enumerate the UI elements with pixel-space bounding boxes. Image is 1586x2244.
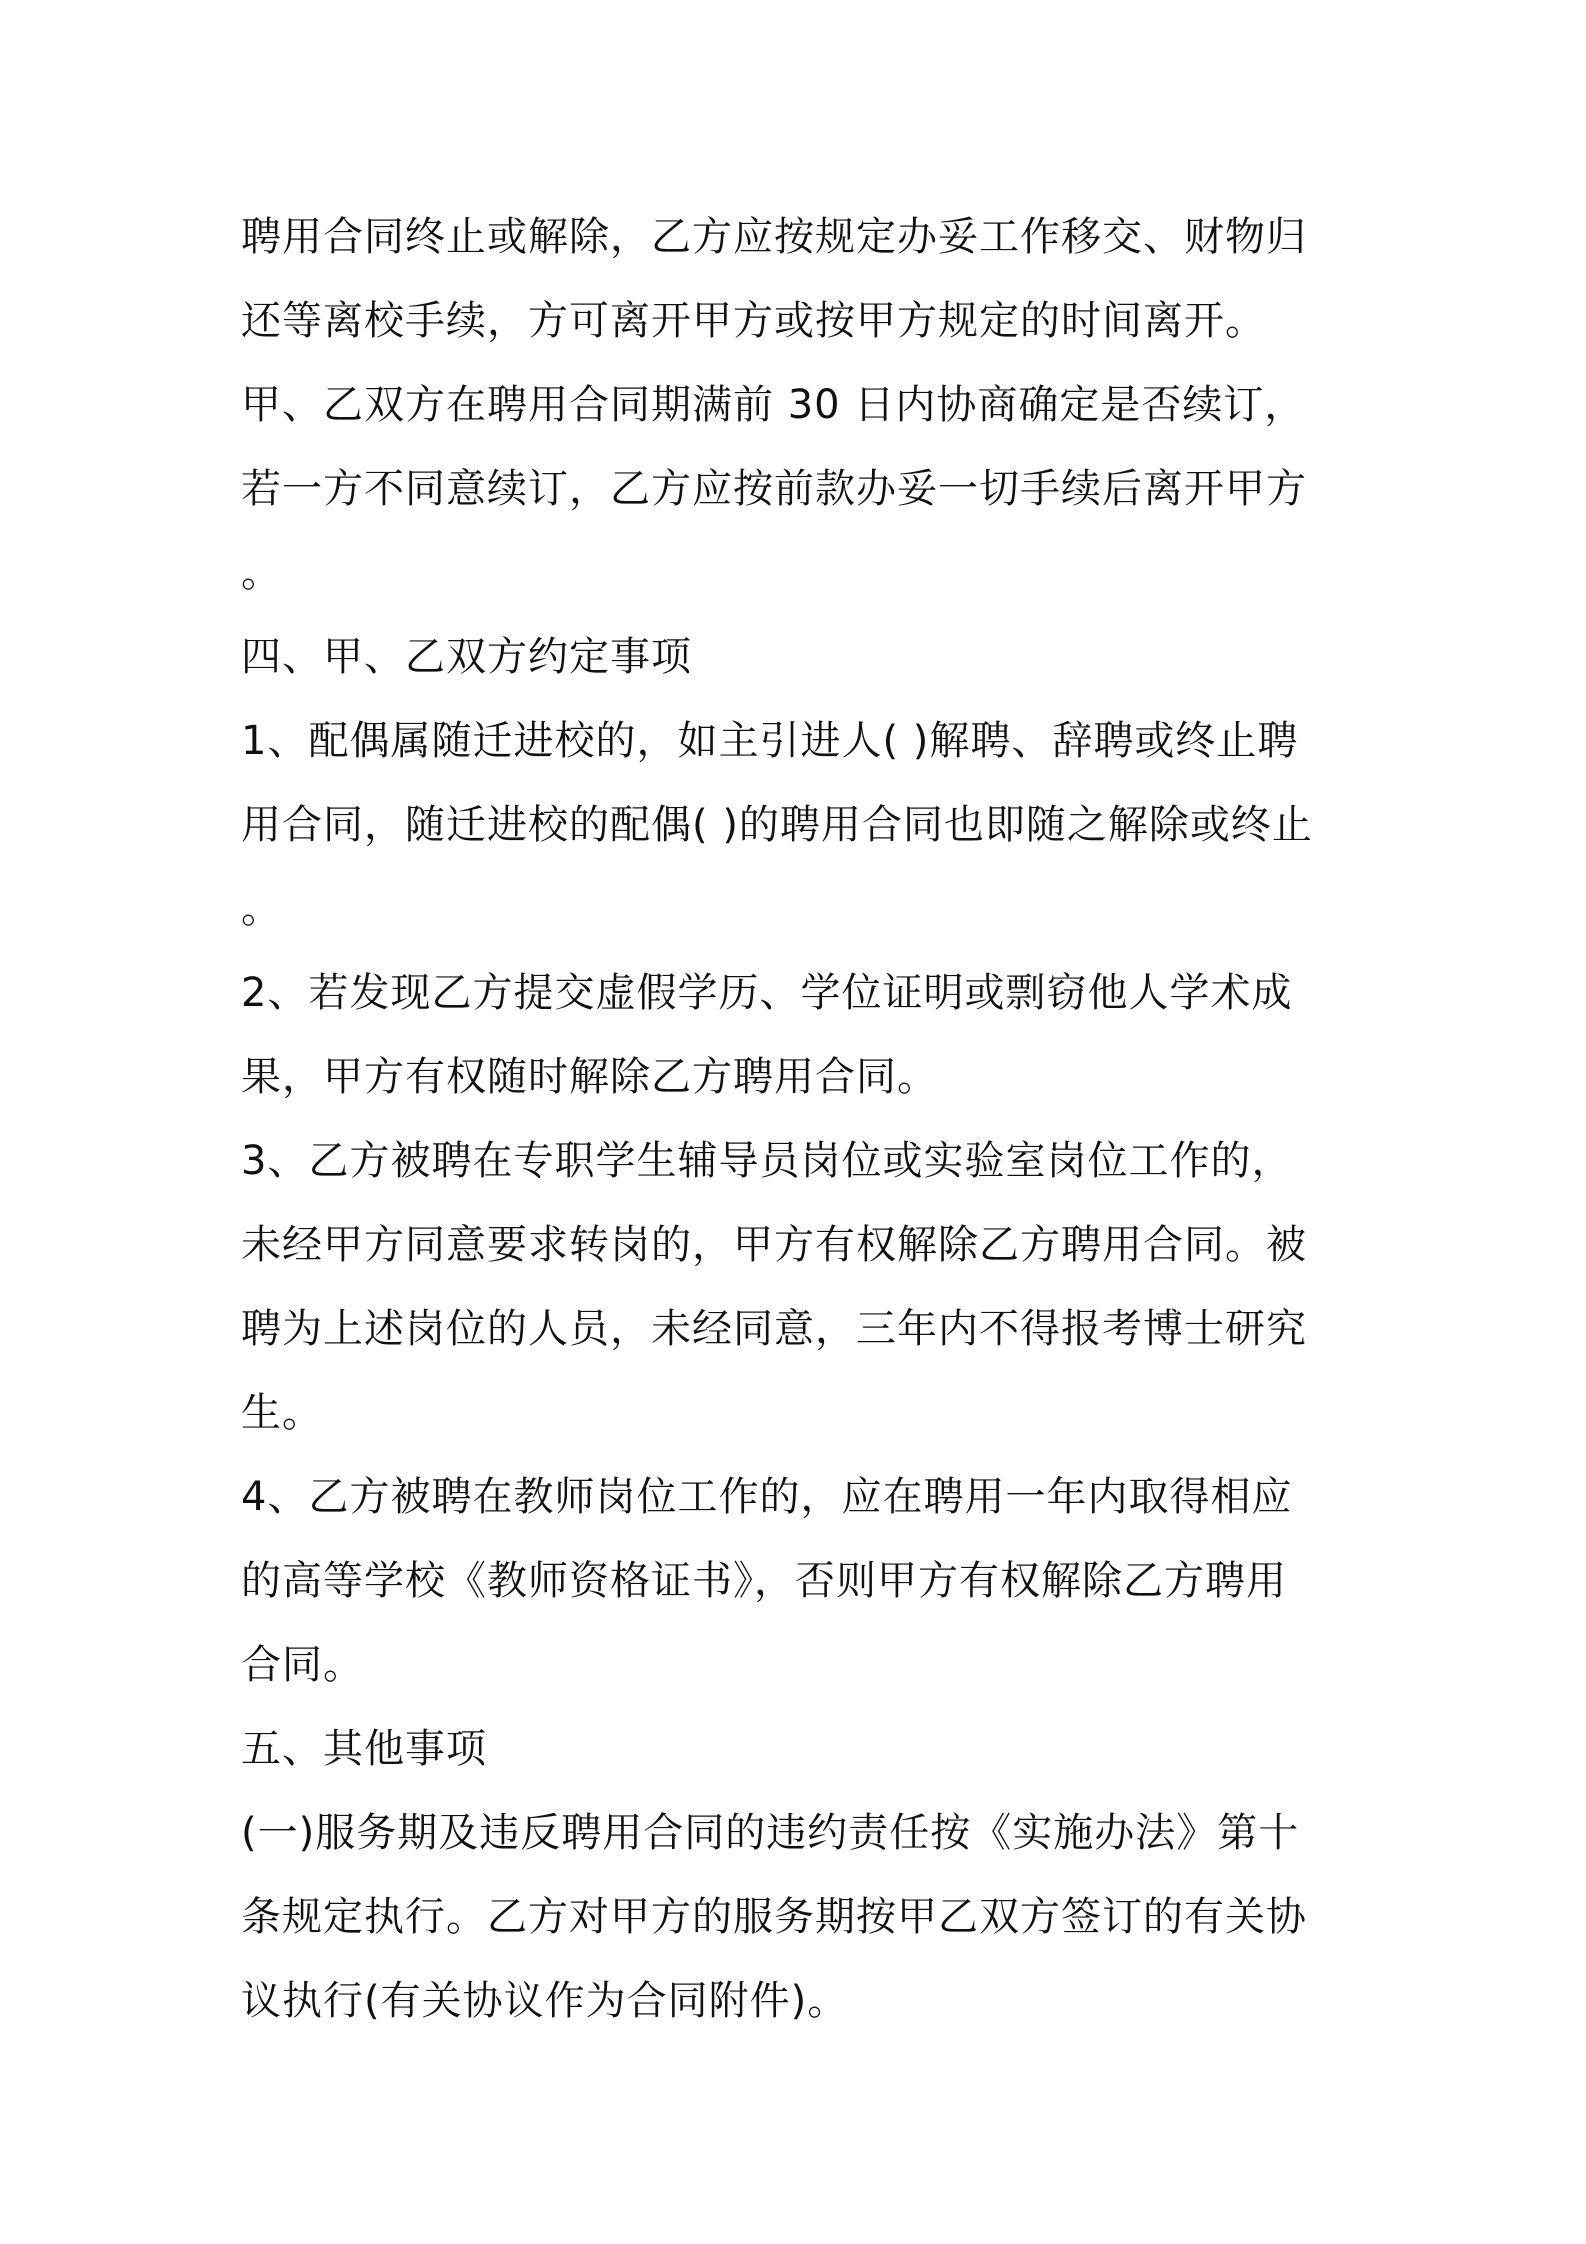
text-line: 生。	[241, 1390, 323, 1436]
section-heading: 四、甲、乙双方约定事项	[241, 634, 692, 680]
text-line: 1、配偶属随迁进校的，如主引进人( )解聘、辞聘或终止聘	[241, 718, 1299, 764]
text-line: 议执行(有关协议作为合同附件)。	[241, 1978, 849, 2024]
section-heading: 五、其他事项	[241, 1726, 487, 1772]
text-line: 条规定执行。乙方对甲方的服务期按甲乙双方签订的有关协	[241, 1894, 1307, 1940]
text-line: 2、若发现乙方提交虚假学历、学位证明或剽窃他人学术成	[241, 970, 1293, 1016]
body-text	[241, 195, 1361, 2043]
text-line: 用合同，随迁进校的配偶( )的聘用合同也即随之解除或终止	[241, 802, 1313, 848]
text-line: 还等离校手续，方可离开甲方或按甲方规定的时间离开。	[241, 298, 1266, 344]
text-line: 4、乙方被聘在教师岗位工作的，应在聘用一年内取得相应	[241, 1474, 1293, 1520]
text-line: 。	[241, 550, 282, 596]
text-line: 甲、乙双方在聘用合同期满前 30 日内协商确定是否续订，	[241, 382, 1306, 428]
text-line: 合同。	[241, 1642, 364, 1688]
text-line: 果，甲方有权随时解除乙方聘用合同。	[241, 1054, 938, 1100]
text-line: 。	[241, 886, 282, 932]
text-line: 未经甲方同意要求转岗的，甲方有权解除乙方聘用合同。被	[241, 1222, 1307, 1268]
text-line: 聘用合同终止或解除，乙方应按规定办妥工作移交、财物归	[241, 214, 1307, 260]
text-line: 3、乙方被聘在专职学生辅导员岗位或实验室岗位工作的，	[241, 1138, 1293, 1184]
text-line: 的高等学校《教师资格证书》，否则甲方有权解除乙方聘用	[241, 1558, 1287, 1604]
text-line: (一)服务期及违反聘用合同的违约责任按《实施办法》第十	[241, 1810, 1300, 1856]
text-line: 聘为上述岗位的人员，未经同意，三年内不得报考博士研究	[241, 1306, 1307, 1352]
text-line: 若一方不同意续订，乙方应按前款办妥一切手续后离开甲方	[241, 466, 1307, 512]
